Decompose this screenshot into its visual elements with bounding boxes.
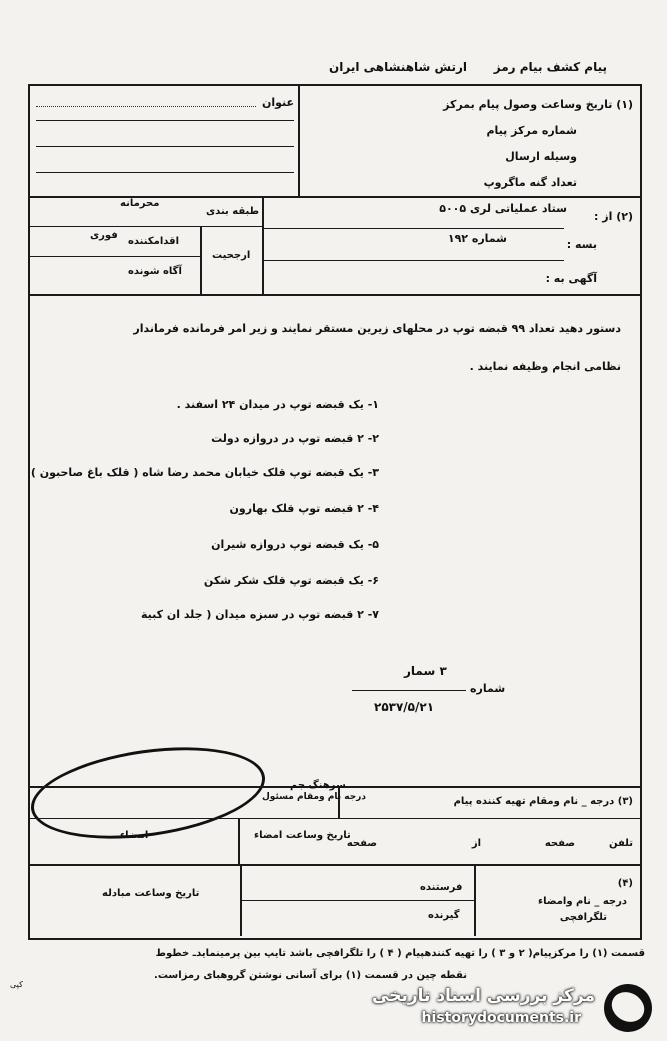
send-means-label: وسیله ارسال — [505, 150, 577, 163]
body-item-7: ۷- ۲ قبضه توپ در سبزه میدان ( جلد ان کبیة — [140, 608, 379, 621]
rank-signature-label: درجه _ نام وامضاء — [538, 896, 627, 907]
from-value: ستاد عملیاتی لری ۵۰۰۵ — [439, 202, 567, 215]
date-value: ۲۵۳۷/۵/۲۱ — [374, 700, 435, 714]
to-label: بسه : — [566, 238, 597, 251]
body-item-4: ۴- ۲ قبضه توپ قلک بهارون — [229, 502, 379, 515]
watermark-url: historydocuments.ir — [421, 1010, 581, 1026]
section4-label: (۴) — [617, 878, 633, 889]
receipt-time-label: (۱) تاریخ وساعت وصول پیام بمرکز — [443, 98, 633, 111]
phone-label: تلفن — [608, 838, 633, 849]
preparer-label: (۳) درجه _ نام ومقام تهیه کننده پیام — [453, 796, 633, 807]
watermark-title: مرکز بررسی اسناد تاریخی — [372, 986, 595, 1006]
responsible-label: درجه نام ومقام مسئول — [262, 792, 366, 802]
footer-note-line2: نقطه چین در قسمت (۱) برای آسانی نوشتن گروهبای رمزاست. — [154, 970, 467, 981]
action-value: فوری — [90, 230, 118, 241]
corner-mark: کپی — [10, 980, 23, 989]
from-label: (۲) از : — [594, 210, 633, 223]
name-signature: سرهنگ جم — [290, 780, 346, 791]
organization-title: ارتش شاهنشاهی ایران — [329, 60, 467, 74]
sender-label: فرستنده — [420, 882, 463, 893]
action-label: اقدامکننده — [128, 236, 180, 247]
message-number: شماره ۱۹۲ — [447, 232, 507, 245]
groups-count-label: تعداد گنه ماگروپ — [483, 176, 577, 189]
of-label: از — [471, 838, 481, 849]
date-label: ۳ سمار — [404, 664, 447, 678]
info-label: آگاه شونده — [128, 266, 182, 277]
sign-label: امضاء — [120, 830, 149, 841]
sign-datetime-label: تاریخ وساعت امضاء — [254, 830, 351, 841]
body-item-6: ۶- یک قبضه توپ قلک شکر شکن — [203, 574, 379, 587]
form-title: پیام کشف بیام رمز — [493, 60, 607, 74]
body-item-1: ۱- یک قبضه توپ در میدان ۲۴ اسفند . — [176, 398, 379, 411]
center-number-label: شماره مرکز پیام — [486, 124, 577, 137]
telegraph-operator-label: تلگرافچی — [559, 912, 607, 923]
footer-note-line1: قسمت (۱) را مرکزپیام( ۲ و ۳ ) را تهیه کنندهپیام ( ۴ ) را تلگرافچی باشد تایپ بین پرمینمایدـ خطوط — [155, 948, 645, 959]
body-item-5: ۵- یک قبضه توپ دروازه شیران — [211, 538, 379, 551]
number-label: شماره — [470, 682, 506, 695]
page2-label: صفحه — [346, 838, 377, 849]
exchange-datetime-label: تاریخ وساعت مبادله — [102, 888, 200, 899]
body-paragraph-line1: دستور دهید تعداد ۹۹ قبضه توپ در محلهای زیرین مستقر نمایند و زیر امر فرمانده فرماندار — [133, 322, 621, 335]
body-item-2: ۲- ۲ قبضه توپ در دروازه دولت — [211, 432, 379, 445]
body-item-3: ۳- یک قبضه توپ قلک خیابان محمد رضا شاه ( قلک باغ صاحبون ) — [30, 466, 379, 479]
cc-label: آگهی به : — [545, 272, 597, 285]
subject-label: عنوان — [262, 96, 295, 109]
receiver-label: گیرنده — [428, 910, 460, 921]
priority-label: ارجحیت — [212, 250, 251, 261]
page-label: صفحه — [544, 838, 575, 849]
classification-label: طبقه بندی — [206, 206, 260, 217]
body-paragraph-line2: نظامی انجام وظیفه نمایند . — [469, 360, 621, 373]
classification-value: محرمانه — [120, 198, 160, 209]
